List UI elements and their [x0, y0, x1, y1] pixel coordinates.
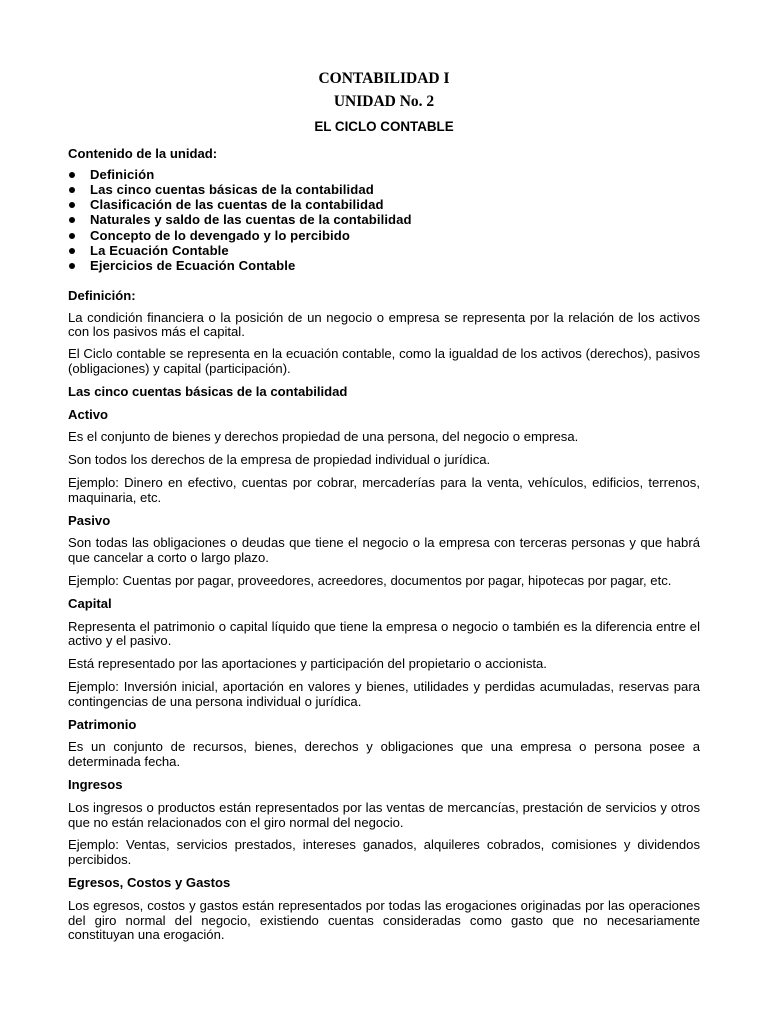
bullet-icon	[69, 202, 75, 208]
bullet-icon	[69, 263, 75, 269]
contents-item: Concepto de lo devengado y lo percibido	[68, 228, 700, 243]
ingresos-example: Ejemplo: Ventas, servicios prestados, intereses ganados, alquileres cobrados, comisiones y dividendos percibidos.	[68, 837, 700, 868]
activo-paragraph: Es el conjunto de bienes y derechos propiedad de una persona, del negocio o empresa.	[68, 429, 579, 445]
definition-paragraph: El Ciclo contable se representa en la ecuación contable, como la igualdad de los activos (derechos), pasivos (obligaciones) y capital (participación).	[68, 346, 700, 377]
activo-paragraph: Son todos los derechos de la empresa de propiedad individual o jurídica.	[68, 452, 491, 468]
patrimonio-heading: Patrimonio	[68, 716, 137, 732]
contents-item: Definición	[68, 167, 700, 182]
ingresos-heading: Ingresos	[68, 776, 123, 792]
definition-paragraph: La condición financiera o la posición de un negocio o empresa se representa por la relación de los activos con los pasivos más el capital.	[68, 309, 700, 340]
activo-example: Ejemplo: Dinero en efectivo, cuentas por cobrar, mercaderías para la venta, vehículos, edificios, terrenos, maquinaria, etc.	[68, 475, 700, 505]
document-page	[68, 70, 700, 943]
unit-title: UNIDAD No. 2	[333, 92, 435, 110]
bullet-icon	[69, 187, 75, 193]
activo-heading: Activo	[68, 406, 109, 422]
capital-heading: Capital	[68, 595, 112, 611]
document-title: CONTABILIDAD I	[318, 70, 450, 87]
contents-item: Las cinco cuentas básicas de la contabilidad	[68, 182, 700, 197]
contents-item: Naturales y saldo de las cuentas de la contabilidad	[68, 212, 700, 227]
pasivo-heading: Pasivo	[68, 512, 111, 528]
capital-example: Ejemplo: Inversión inicial, aportación en valores y bienes, utilidades y perdidas acumuladas, reservas para contingencias de una persona individual o jurídica.	[68, 678, 700, 709]
five-accounts-heading: Las cinco cuentas básicas de la contabilidad	[68, 383, 348, 399]
egresos-heading: Egresos, Costos y Gastos	[68, 874, 231, 890]
capital-paragraph: Está representado por las aportaciones y participación del propietario o accionista.	[68, 656, 547, 672]
contents-list	[68, 167, 700, 273]
contents-item: Ejercicios de Ecuación Contable	[68, 258, 700, 273]
definition-heading: Definición:	[68, 287, 136, 303]
bullet-icon	[69, 248, 75, 254]
bullet-icon	[69, 233, 75, 239]
pasivo-paragraph: Son todas las obligaciones o deudas que tiene el negocio o la empresa con terceras personas y que habrá que cancelar a corto o largo plazo.	[68, 535, 700, 566]
capital-paragraph: Representa el patrimonio o capital líquido que tiene la empresa o negocio o también es la diferencia entre el activo y el pasivo.	[68, 618, 700, 649]
contents-item: La Ecuación Contable	[68, 243, 700, 258]
contents-heading: Contenido de la unidad:	[68, 146, 218, 162]
contents-item: Clasificación de las cuentas de la contabilidad	[68, 197, 700, 212]
section-subtitle: EL CICLO CONTABLE	[314, 118, 454, 134]
ingresos-paragraph: Los ingresos o productos están representados por las ventas de mercancías, prestación de servicios y otros que no están relacionados con el giro normal del negocio.	[68, 799, 700, 830]
patrimonio-paragraph: Es un conjunto de recursos, bienes, derechos y obligaciones que una empresa o persona posee a determinada fecha.	[68, 739, 700, 770]
pasivo-example: Ejemplo: Cuentas por pagar, proveedores, acreedores, documentos por pagar, hipotecas por pagar, etc.	[68, 573, 672, 588]
egresos-paragraph: Los egresos, costos y gastos están representados por todas las erogaciones originadas por las operaciones del giro normal del negocio, existiendo cuentas consideradas como gasto que no necesariamente constituyan una erogación.	[68, 897, 700, 943]
bullet-icon	[69, 217, 75, 223]
bullet-icon	[69, 172, 75, 178]
